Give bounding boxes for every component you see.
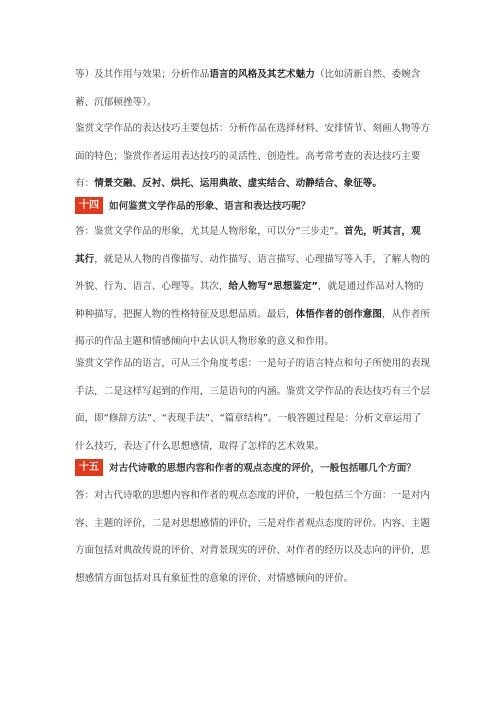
question-heading-15 bbox=[75, 458, 435, 476]
paragraph-expression-techniques bbox=[75, 115, 430, 198]
text-segment: ，就是从人物的肖像描写、动作描写、语言描写、心理描写等入手，了解人物的外貌、行为、语言、心理等。其次， bbox=[75, 253, 430, 292]
question-number-badge: 十五 bbox=[75, 459, 103, 476]
text-segment: ，就是通过作品对人物的种种描写，把握人物的性格特征及思想品质。最后， bbox=[75, 281, 424, 320]
bold-text: 首先，听其言，观其行 bbox=[75, 226, 421, 265]
question-title: 对古代诗歌的思想内容和作者的观点态度的评价，一般包括哪几个方面？ bbox=[109, 463, 416, 474]
paragraph-style-analysis bbox=[75, 61, 430, 116]
question-heading-14 bbox=[75, 196, 435, 214]
paragraph-language-analysis bbox=[75, 350, 430, 460]
question-title: 如何鉴赏文学作品的形象、语言和表达技巧呢？ bbox=[109, 201, 311, 212]
bold-text: 体悟作者的创作意图 bbox=[295, 308, 382, 320]
text-segment: 等）及其作用与效果；分析作品 bbox=[75, 69, 210, 80]
bold-text: 给人物写“思想鉴定” bbox=[228, 281, 318, 292]
paragraph-answer-15 bbox=[75, 482, 430, 592]
bold-text: 情景交融、反衬、烘托、运用典故、虚实结合、动静结合、象征等。 bbox=[94, 178, 382, 189]
text-segment: 答：鉴赏文学作品的形象，尤其是人物形象，可以分“三步走”。 bbox=[75, 226, 344, 237]
bold-text: 语言的风格及其艺术魅力 bbox=[209, 69, 315, 80]
text-segment: 鉴赏文学作品的语言，可从三个角度考虑：一是句子的语言特点和句子所使用的表现手法，二是这样写起到的作用，三是语句的内涵。鉴赏文学作品的表达技巧有三个层面，即“修辞方法”、“表现手法”、“篇章结构”。一般答题过程是：分析文章运用了什么技巧，表达了什么思想感情，取得了怎样的艺术效果。 bbox=[75, 358, 430, 452]
question-number-badge: 十四 bbox=[75, 197, 103, 214]
paragraph-answer-14 bbox=[75, 218, 430, 356]
text-segment: 鉴赏文学作品的表达技巧主要包括：分析作品在选择材料、安排情节、刻画人物等方面的特色；鉴赏作者运用表达技巧的灵活性、创造性。高考常考查的表达技巧主要有： bbox=[75, 123, 430, 189]
text-segment: 答：对古代诗歌的思想内容和作者的观点态度的评价，一般包括三个方面：一是对内容、主题的评价，二是对思想感情的评价，三是对作者观点态度的评价。内容、主题方面包括对典故传说的评价、对背景现实的评价、对作者的经历以及志向的评价，思想感情方面包括对具有象征性的意象的评价、对情感倾向的评价。 bbox=[75, 490, 430, 584]
text-segment: （比如清新自然、委婉含蓄、沉郁顿挫等）。 bbox=[75, 69, 421, 108]
text-segment: ，从作者所揭示的作品主题和情感倾向中去认识人物形象的意义和作用。 bbox=[75, 308, 430, 347]
